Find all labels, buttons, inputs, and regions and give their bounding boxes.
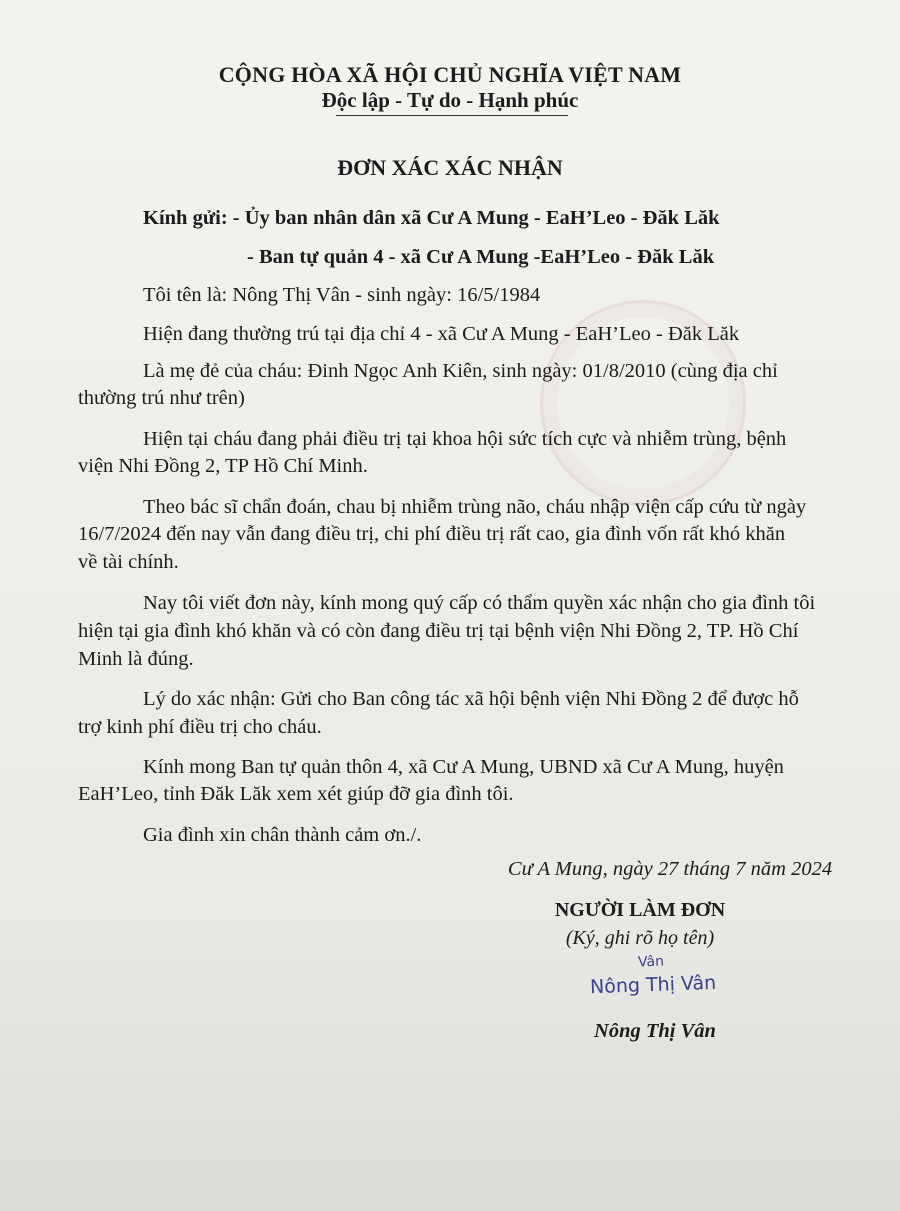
- national-title: CỘNG HÒA XÃ HỘI CHỦ NGHĨA VIỆT NAM: [218, 62, 682, 87]
- recipient-line-1: Kính gửi: - Ủy ban nhân dân xã Cư A Mung - EaH’Leo - Đăk Lăk: [143, 207, 720, 229]
- body-line: hiện tại gia đình khó khăn và có còn đang điều trị tại bệnh viện Nhi Đồng 2, TP. Hồ Chí: [78, 620, 799, 642]
- handwritten-signature: Nông Thị Vân: [589, 971, 717, 999]
- place-date: Cư A Mung, ngày 27 tháng 7 năm 2024: [507, 858, 833, 880]
- body-line: Lý do xác nhận: Gửi cho Ban công tác xã hội bệnh viện Nhi Đồng 2 để được hỗ: [143, 688, 799, 710]
- body-line: Hiện đang thường trú tại địa chỉ 4 - xã Cư A Mung - EaH’Leo - Đăk Lăk: [143, 323, 740, 345]
- recipient-line-2: - Ban tự quản 4 - xã Cư A Mung -EaH’Leo - Đăk Lăk: [247, 246, 715, 268]
- body-line: Tôi tên là: Nông Thị Vân - sinh ngày: 16/5/1984: [143, 284, 541, 306]
- body-line: Hiện tại cháu đang phải điều trị tại khoa hội sức tích cực và nhiễm trùng, bệnh: [143, 428, 787, 450]
- motto-underline: [336, 115, 568, 116]
- national-motto: Độc lập - Tự do - Hạnh phúc: [321, 88, 579, 112]
- body-line: về tài chính.: [78, 551, 179, 573]
- handwritten-signature-top: Vân: [637, 953, 665, 971]
- body-line: 16/7/2024 đến nay vẫn đang điều trị, chi phí điều trị rất cao, gia đình vốn rất khó khăn: [78, 523, 786, 545]
- body-line: viện Nhi Đồng 2, TP Hồ Chí Minh.: [78, 455, 368, 477]
- printed-signer-name: Nông Thị Vân: [594, 1020, 716, 1042]
- body-line: Là mẹ đẻ của cháu: Đinh Ngọc Anh Kiên, sinh ngày: 01/8/2010 (cùng địa chỉ: [143, 360, 778, 382]
- body-line: Minh là đúng.: [78, 648, 194, 670]
- body-line: Theo bác sĩ chẩn đoán, chau bị nhiễm trùng não, cháu nhập viện cấp cứu từ ngày: [143, 496, 807, 518]
- signer-instruction: (Ký, ghi rõ họ tên): [565, 927, 715, 949]
- body-line: Nay tôi viết đơn này, kính mong quý cấp có thẩm quyền xác nhận cho gia đình tôi: [143, 592, 816, 614]
- body-line: Kính mong Ban tự quản thôn 4, xã Cư A Mung, UBND xã Cư A Mung, huyện: [143, 756, 784, 778]
- signer-role: NGƯỜI LÀM ĐƠN: [554, 899, 726, 921]
- body-line: thường trú như trên): [78, 387, 245, 409]
- body-line: EaH’Leo, tỉnh Đăk Lăk xem xét giúp đỡ gia đình tôi.: [78, 783, 514, 805]
- body-line: Gia đình xin chân thành cảm ơn./.: [143, 824, 422, 846]
- document-title: ĐƠN XÁC XÁC NHẬN: [337, 155, 563, 180]
- body-line: trợ kinh phí điều trị cho cháu.: [78, 716, 322, 738]
